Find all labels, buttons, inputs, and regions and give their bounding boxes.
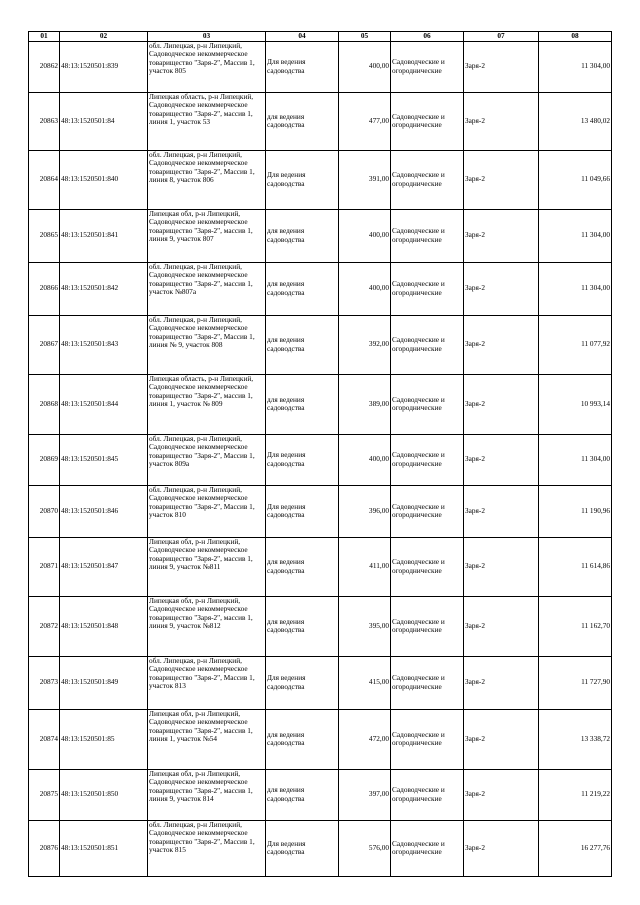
column-header: 08 [539,32,612,42]
cadastral-number-cell: 48:13:1520501:843 [60,315,148,374]
cadastral-number-cell: 48:13:1520501:841 [60,209,148,262]
area-cell: 400,00 [339,209,391,262]
area-cell: 391,00 [339,150,391,209]
column-header: 02 [60,32,148,42]
cadastral-number-cell: 48:13:1520501:85 [60,709,148,769]
permitted-use-cell: Для ведения садоводства [266,434,339,485]
cadastral-number-cell: 48:13:1520501:846 [60,485,148,537]
cadastral-value-cell: 13 338,72 [539,709,612,769]
row-number-cell: 20867 [29,315,60,374]
cadastral-value-cell: 11 304,00 [539,41,612,92]
cadastral-value-cell: 11 304,00 [539,434,612,485]
address-text: обл. Липецкая, р-н Липецкий, Садоводческое некоммерческое товарищество "Заря-2", Массив 1, линия № 9, участок 808 [149,315,255,350]
cadastral-value-cell: 11 614,86 [539,537,612,596]
area-cell: 415,00 [339,656,391,709]
category-cell: Садоводческие и огороднические [391,596,464,656]
area-cell: 392,00 [339,315,391,374]
cadastral-number-cell: 48:13:1520501:851 [60,820,148,876]
row-number-cell: 20872 [29,596,60,656]
table-row [29,434,612,485]
address-text: Липецкая обл, р-н Липецкий, Садоводческое некоммерческое товарищество "Заря-2", массив 1, линия 9, участок 814 [149,769,253,804]
address-cell [148,485,266,537]
address-cell [148,209,266,262]
cadastral-number-cell: 48:13:1520501:847 [60,537,148,596]
partnership-name-cell: Заря-2 [464,92,539,150]
permitted-use-cell: Для ведения садоводства [266,820,339,876]
partnership-name-cell: Заря-2 [464,315,539,374]
permitted-use-cell: для ведения садоводства [266,537,339,596]
area-cell: 397,00 [339,769,391,820]
address-text: обл. Липецкая, р-н Липецкий, Садоводческое некоммерческое товарищество "Заря-2", Массив 1, участок 809а [149,434,255,469]
partnership-name-cell: Заря-2 [464,820,539,876]
permitted-use-cell: для ведения садоводства [266,262,339,315]
area-cell: 472,00 [339,709,391,769]
column-header: 07 [464,32,539,42]
partnership-name-cell: Заря-2 [464,596,539,656]
table-row [29,537,612,596]
address-text: обл. Липецкая, р-н Липецкий, Садоводческое некоммерческое товарищество "Заря-2", Массив 1, участок 805 [149,41,255,76]
category-cell: Садоводческие и огороднические [391,769,464,820]
table-row [29,485,612,537]
cadastral-value-cell: 11 727,90 [539,656,612,709]
category-cell: Садоводческие и огороднические [391,434,464,485]
address-text: обл. Липецкая, р-н Липецкий, Садоводческое некоммерческое товарищество "Заря-2", массив 1, участок №807а [149,262,253,297]
category-cell: Садоводческие и огороднические [391,374,464,434]
row-number-cell: 20869 [29,434,60,485]
address-text: обл. Липецкая, р-н Липецкий, Садоводческое некоммерческое товарищество "Заря-2", Массив 1, линия 8, участок 806 [149,150,255,185]
cadastral-value-cell: 11 304,00 [539,209,612,262]
permitted-use-cell: для ведения садоводства [266,596,339,656]
column-header: 01 [29,32,60,42]
address-cell [148,92,266,150]
row-number-cell: 20863 [29,92,60,150]
row-number-cell: 20866 [29,262,60,315]
permitted-use-cell: для ведения садоводства [266,374,339,434]
permitted-use-cell: Для ведения садоводства [266,41,339,92]
row-number-cell: 20865 [29,209,60,262]
cadastral-value-cell: 13 480,02 [539,92,612,150]
row-number-cell: 20874 [29,709,60,769]
partnership-name-cell: Заря-2 [464,769,539,820]
permitted-use-cell: для ведения садоводства [266,315,339,374]
area-cell: 400,00 [339,262,391,315]
address-cell [148,769,266,820]
table-row [29,709,612,769]
cadastral-number-cell: 48:13:1520501:849 [60,656,148,709]
cadastral-number-cell: 48:13:1520501:840 [60,150,148,209]
category-cell: Садоводческие и огороднические [391,709,464,769]
category-cell: Садоводческие и огороднические [391,41,464,92]
address-cell [148,820,266,876]
address-cell [148,41,266,92]
category-cell: Садоводческие и огороднические [391,485,464,537]
cadastral-number-cell: 48:13:1520501:844 [60,374,148,434]
table-row [29,209,612,262]
row-number-cell: 20868 [29,374,60,434]
address-cell [148,537,266,596]
category-cell: Садоводческие и огороднические [391,820,464,876]
address-text: Липецкая область, р-н Липецкий, Садоводческое некоммерческое товарищество "Заря-2", массив 1, линия 1, участок № 809 [149,374,254,409]
address-text: Липецкая область, р-н Липецкий, Садоводческое некоммерческое товарищество "Заря-2", массив 1, линия 1, участок 53 [149,92,254,127]
address-cell [148,656,266,709]
address-text: обл. Липецкая, р-н Липецкий, Садоводческое некоммерческое товарищество "Заря-2", Массив 1, участок 815 [149,820,255,855]
cadastral-value-cell: 11 304,00 [539,262,612,315]
partnership-name-cell: Заря-2 [464,656,539,709]
cadastral-number-cell: 48:13:1520501:842 [60,262,148,315]
address-cell [148,374,266,434]
address-text: обл. Липецкая, р-н Липецкий, Садоводческое некоммерческое товарищество "Заря-2", Массив 1, участок 810 [149,485,255,520]
row-number-cell: 20862 [29,41,60,92]
address-cell [148,262,266,315]
partnership-name-cell: Заря-2 [464,709,539,769]
table-row [29,374,612,434]
table-row [29,41,612,92]
category-cell: Садоводческие и огороднические [391,209,464,262]
address-cell [148,315,266,374]
table-row [29,596,612,656]
column-header: 06 [391,32,464,42]
address-cell [148,709,266,769]
partnership-name-cell: Заря-2 [464,537,539,596]
permitted-use-cell: для ведения садоводства [266,769,339,820]
area-cell: 477,00 [339,92,391,150]
area-cell: 411,00 [339,537,391,596]
address-text: Липецкая обл, р-н Липецкий, Садоводческое некоммерческое товарищество "Заря-2", массив 1, линия 1, участок №54 [149,709,253,744]
cadastral-number-cell: 48:13:1520501:845 [60,434,148,485]
cadastral-value-cell: 11 162,70 [539,596,612,656]
address-text: Липецкая обл, р-н Липецкий, Садоводческое некоммерческое товарищество "Заря-2", массив 1, линия 9, участок 807 [149,209,253,244]
permitted-use-cell: для ведения садоводства [266,709,339,769]
cadastral-number-cell: 48:13:1520501:848 [60,596,148,656]
address-cell [148,150,266,209]
address-text: Липецкая обл, р-н Липецкий, Садоводческое некоммерческое товарищество "Заря-2", массив 1, линия 9, участок №811 [149,537,253,572]
permitted-use-cell: Для ведения садоводства [266,656,339,709]
row-number-cell: 20871 [29,537,60,596]
cadastral-value-cell: 11 049,66 [539,150,612,209]
land-registry-table [28,31,612,877]
permitted-use-cell: для ведения садоводства [266,209,339,262]
category-cell: Садоводческие и огороднические [391,92,464,150]
address-cell [148,434,266,485]
permitted-use-cell: для ведения садоводства [266,92,339,150]
row-number-cell: 20875 [29,769,60,820]
area-cell: 395,00 [339,596,391,656]
row-number-cell: 20870 [29,485,60,537]
address-text: обл. Липецкая, р-н Липецкий, Садоводческое некоммерческое товарищество "Заря-2", Массив 1, участок 813 [149,656,255,691]
address-cell [148,596,266,656]
partnership-name-cell: Заря-2 [464,150,539,209]
cadastral-value-cell: 10 993,14 [539,374,612,434]
area-cell: 400,00 [339,41,391,92]
table-row [29,315,612,374]
header-row [29,32,612,42]
category-cell: Садоводческие и огороднические [391,315,464,374]
partnership-name-cell: Заря-2 [464,41,539,92]
column-header: 03 [148,32,266,42]
partnership-name-cell: Заря-2 [464,485,539,537]
cadastral-value-cell: 11 219,22 [539,769,612,820]
partnership-name-cell: Заря-2 [464,262,539,315]
permitted-use-cell: Для ведения садоводства [266,150,339,209]
category-cell: Садоводческие и огороднические [391,537,464,596]
address-text: Липецкая обл, р-н Липецкий, Садоводческое некоммерческое товарищество "Заря-2", массив 1, линия 9, участок №812 [149,596,253,631]
table-row [29,656,612,709]
category-cell: Садоводческие и огороднические [391,262,464,315]
column-header: 05 [339,32,391,42]
table-row [29,262,612,315]
partnership-name-cell: Заря-2 [464,434,539,485]
permitted-use-cell: Для ведения садоводства [266,485,339,537]
row-number-cell: 20876 [29,820,60,876]
category-cell: Садоводческие и огороднические [391,656,464,709]
cadastral-value-cell: 11 190,96 [539,485,612,537]
cadastral-number-cell: 48:13:1520501:84 [60,92,148,150]
partnership-name-cell: Заря-2 [464,374,539,434]
cadastral-number-cell: 48:13:1520501:839 [60,41,148,92]
table-row [29,150,612,209]
area-cell: 400,00 [339,434,391,485]
row-number-cell: 20873 [29,656,60,709]
cadastral-value-cell: 16 277,76 [539,820,612,876]
cadastral-value-cell: 11 077,92 [539,315,612,374]
area-cell: 576,00 [339,820,391,876]
table-row [29,820,612,876]
column-header: 04 [266,32,339,42]
row-number-cell: 20864 [29,150,60,209]
category-cell: Садоводческие и огороднические [391,150,464,209]
partnership-name-cell: Заря-2 [464,209,539,262]
cadastral-number-cell: 48:13:1520501:850 [60,769,148,820]
area-cell: 396,00 [339,485,391,537]
table-row [29,769,612,820]
table-row [29,92,612,150]
area-cell: 389,00 [339,374,391,434]
